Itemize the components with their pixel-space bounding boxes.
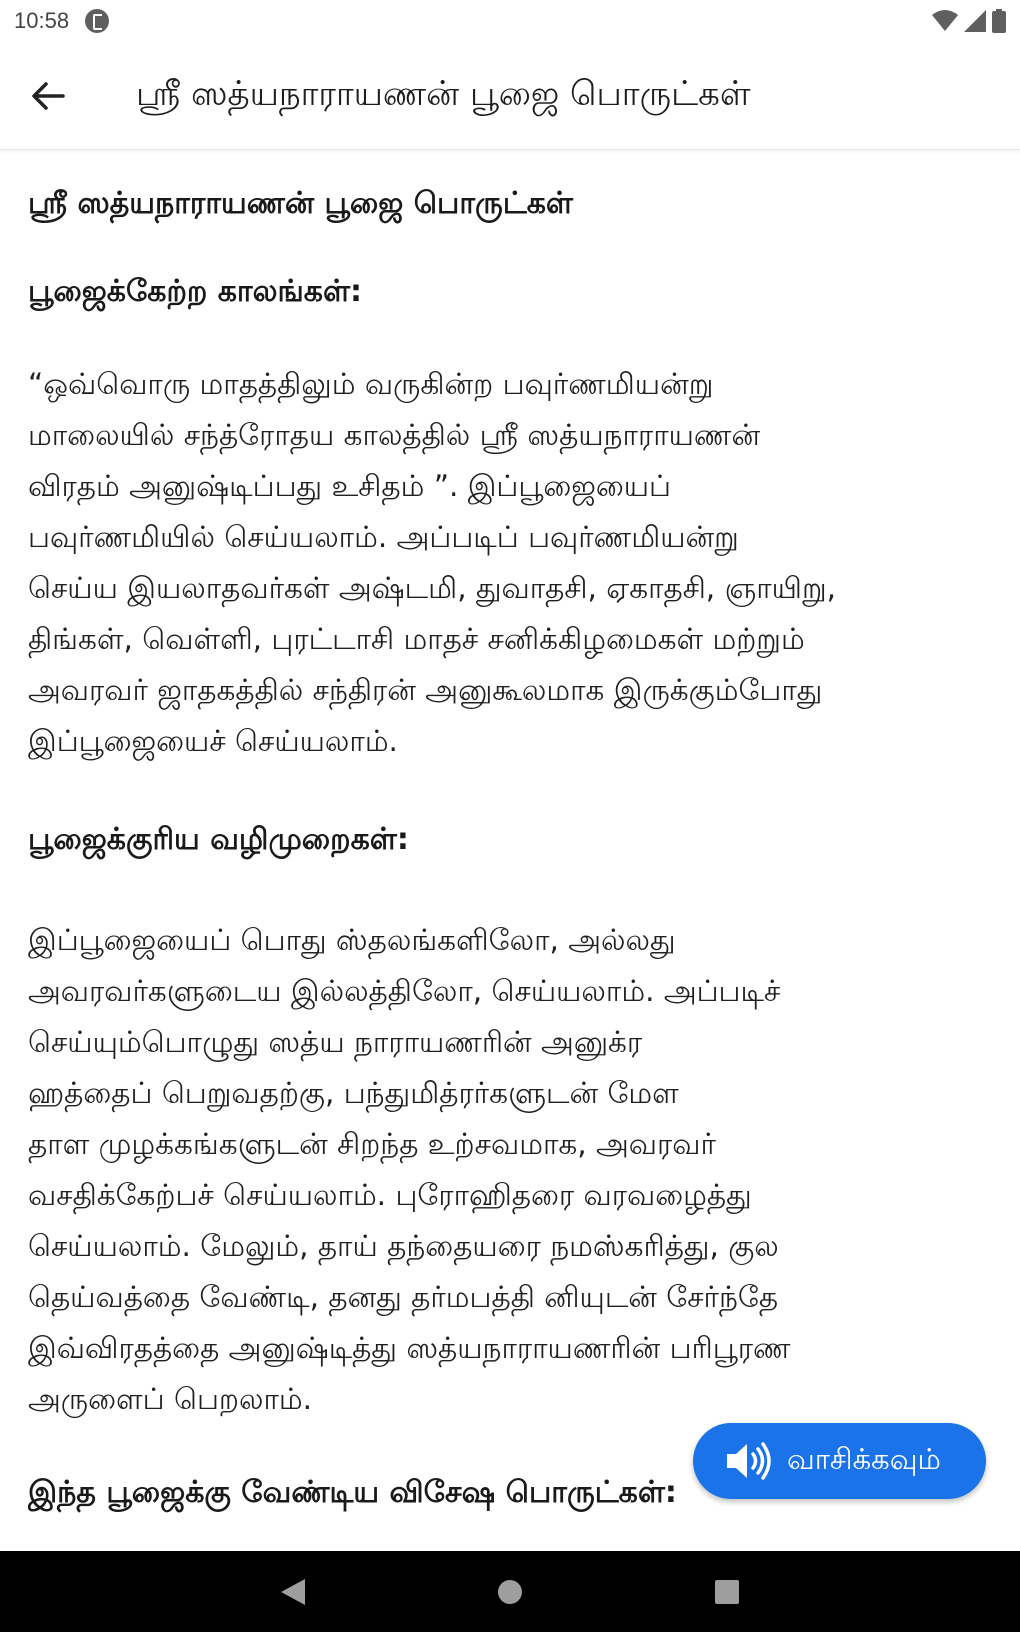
text-line: இப்பூஜையைப் பொது ஸ்தலங்களிலோ, அல்லது (28, 923, 676, 957)
app-bar (0, 42, 1020, 150)
text-line: தாள முழக்கங்களுடன் சிறந்த உற்சவமாக, அவரவர் (28, 1127, 716, 1161)
read-aloud-button[interactable] (693, 1423, 986, 1499)
battery-icon (992, 9, 1006, 33)
signal-icon (964, 10, 986, 32)
back-button[interactable] (0, 42, 96, 150)
text-line: ஹத்தைப் பெறுவதற்கு, பந்துமித்ரர்களுடன் மேள (28, 1076, 679, 1110)
text-line: இவ்விரதத்தை அனுஷ்டித்து ஸத்யநாராயணரின் பரிபூரண (28, 1331, 791, 1365)
page-title: ஸ்ரீ ஸத்யநாராயணன் பூஜை பொருட்கள் (136, 73, 751, 114)
section-heading-materials: இந்த பூஜைக்கு வேண்டிய விசேஷ பொருட்கள்: (28, 1475, 677, 1510)
system-nav-bar (0, 1551, 1020, 1632)
status-time: 10:58 (14, 8, 70, 33)
wifi-icon (932, 10, 958, 32)
text-line: அவரவர் ஜாதகத்தில் சந்திரன் அனுகூலமாக இருக்கும்போது (28, 673, 823, 707)
text-line: செய்யும்பொழுது ஸத்ய நாராயணரின் அனுக்ர (28, 1025, 643, 1059)
read-aloud-label: வாசிக்கவும் (787, 1442, 941, 1476)
text-line: தெய்வத்தை வேண்டி, தனது தர்மபத்தி னியுடன் சேர்ந்தே (28, 1280, 779, 1314)
text-line: விரதம் அனுஷ்டிப்பது உசிதம் ”. இப்பூஜையைப் (28, 469, 672, 503)
text-line: திங்கள், வெள்ளி, புரட்டாசி மாதச் சனிக்கிழமைகள் மற்றும் (28, 622, 805, 656)
section-heading-timings: பூஜைக்கேற்ற காலங்கள்: (28, 274, 363, 309)
article-content[interactable] (28, 150, 992, 1550)
text-line: அவரவர்களுடைய இல்லத்திலோ, செய்யலாம். அப்படிச் (28, 974, 781, 1008)
app-notification-icon (85, 9, 109, 33)
nav-recents-button[interactable] (704, 1569, 750, 1615)
status-bar (0, 0, 1020, 42)
nav-home-button[interactable] (487, 1569, 533, 1615)
status-icons (932, 9, 1006, 33)
text-line: இப்பூஜையைச் செய்யலாம். (28, 724, 398, 758)
text-line: செய்ய இயலாதவர்கள் அஷ்டமி, துவாதசி, ஏகாதசி, ஞாயிறு, (28, 571, 836, 605)
nav-recents-icon (714, 1579, 740, 1605)
article-heading: ஸ்ரீ ஸத்யநாராயணன் பூஜை பொருட்கள் (28, 186, 573, 221)
section-body-timings (28, 359, 992, 767)
nav-back-icon (279, 1577, 307, 1607)
text-line: அருளைப் பெறலாம். (28, 1382, 312, 1416)
text-line: பவுர்ணமியில் செய்யலாம். அப்படிப் பவுர்ணமியன்று (28, 520, 739, 554)
text-line: வசதிக்கேற்பச் செய்யலாம். புரோஹிதரை வரவழைத்து (28, 1178, 752, 1212)
nav-back-button[interactable] (270, 1569, 316, 1615)
section-heading-procedure: பூஜைக்குரிய வழிமுறைகள்: (28, 822, 409, 857)
back-arrow-icon (31, 81, 65, 111)
text-line: செய்யலாம். மேலும், தாய் தந்தையரை நமஸ்கரித்து, குல (28, 1229, 779, 1263)
section-body-procedure (28, 915, 992, 1425)
speaker-icon (725, 1441, 773, 1481)
nav-home-icon (496, 1578, 524, 1606)
text-line: “ஒவ்வொரு மாதத்திலும் வருகின்ற பவுர்ணமியன்று (28, 367, 714, 401)
text-line: மாலையில் சந்த்ரோதய காலத்தில் ஸ்ரீ ஸத்யநாராயணன் (28, 418, 761, 452)
